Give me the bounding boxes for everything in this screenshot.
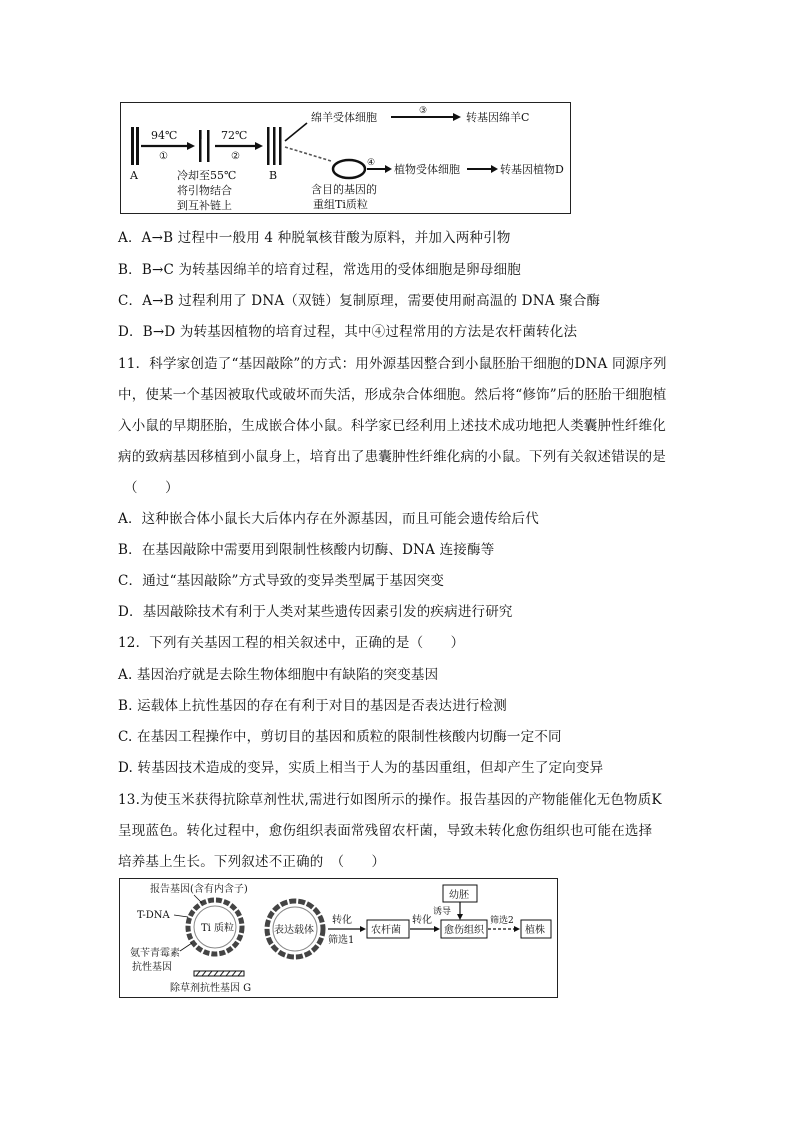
q12-option-a: A. 基因治疗就是去除生物体细胞中有缺陷的突变基因 (118, 667, 439, 683)
branch-arrow-down (285, 147, 331, 161)
step-1: ① (159, 151, 168, 162)
q11-option-c: C．通过“基因敲除”方式导致的变异类型属于基因突变 (118, 573, 445, 589)
ti-plasmid-label: Ti 质粒 (201, 923, 235, 934)
q11-option-b: B．在基因敲除中需要用到限制性核酸内切酶、DNA 连接酶等 (118, 542, 495, 558)
dna-strand-a1 (131, 127, 134, 165)
recombinant-plasmid (333, 160, 365, 178)
figure-pcr-transgenic (120, 102, 571, 214)
cool-text-2: 将引物结合 (177, 184, 232, 197)
arrow-3-head (453, 113, 461, 121)
amp-resist-label-2: 抗性基因 (132, 962, 172, 973)
dna-strand-b2 (273, 127, 276, 165)
q12-option-c: C. 在基因工程操作中，剪切目的基因和质粒的限制性核酸内切酶一定不同 (118, 729, 562, 745)
step-2: ② (231, 151, 240, 162)
plant-label: 植株 (525, 925, 545, 936)
q11-answer-paren: （ ） (124, 480, 179, 496)
q13-stem-1: 13.为使玉米获得抗除草剂性状,需进行如图所示的操作。报告基因的产物能催化无色物质K (118, 792, 662, 808)
amp-resist-label-1: 氨苄青霉素 (130, 948, 180, 959)
q11-option-d: D．基因敲除技术有利于人类对某些遗传因素引发的疾病进行研究 (118, 604, 513, 620)
sheep-result: 转基因绵羊C (466, 111, 530, 124)
transform-2-arrow-head (434, 926, 440, 932)
pcr-diagram (121, 103, 570, 213)
q11-option-a: A．这种嵌合体小鼠长大后体内存在外源基因，而且可能会遗传给后代 (118, 511, 539, 527)
step-4: ④ (367, 158, 376, 168)
screen-2-label: 筛选2 (490, 916, 514, 926)
plasmid-text-2: 重组Ti质粒 (313, 198, 368, 211)
plant-cell: 植物受体细胞 (394, 163, 460, 176)
q10-option-c: C．A→B 过程利用了 DNA（双链）复制原理，需要使用耐高温的 DNA 聚合酶 (118, 293, 601, 309)
plant-result: 转基因植物D (500, 163, 564, 176)
q11-stem-1: 11．科学家创造了“基因敲除”的方式：用外源基因整合到小鼠胚胎干细胞的DNA 同源序列 (118, 356, 667, 372)
agrobacterium-label: 农杆菌 (371, 925, 401, 936)
figure-transformation (119, 878, 558, 998)
transform-2-label: 转化 (412, 915, 432, 926)
transform-1-arrow-head (360, 926, 366, 932)
single-strand-2 (207, 130, 210, 162)
q12-stem: 12．下列有关基因工程的相关叙述中，正确的是（ ） (118, 635, 465, 651)
herbicide-gene-bar (194, 971, 244, 976)
expression-vector-label: 表达载体 (274, 925, 314, 936)
q13-stem-3: 培养基上生长。下列叙述不正确的 （ ） (118, 854, 386, 870)
young-embryo-label: 幼胚 (449, 890, 469, 901)
dna-strand-b3 (279, 127, 282, 165)
q11-stem-4: 病的致病基因移植到小鼠身上，培育出了患囊肿性纤维化病的小鼠。下列有关叙述错误的是 (118, 449, 666, 465)
q10-option-a: A．A→B 过程中一般用 4 种脱氧核苷酸为原料，并加入两种引物 (118, 230, 511, 246)
cool-text-1: 冷却至55℃ (177, 169, 237, 182)
tdna-label: T-DNA (137, 910, 170, 921)
induce-label: 诱导 (433, 907, 452, 917)
herbicide-gene-label: 除草剂抗性基因 G (170, 983, 252, 994)
q10-option-b: B．B→C 为转基因绵羊的培育过程，常选用的受体细胞是卵母细胞 (118, 262, 521, 278)
step-3: ③ (419, 106, 428, 116)
q13-stem-2: 呈现蓝色。转化过程中，愈伤组织表面常残留农杆菌，导致未转化愈伤组织也可能在选择 (118, 823, 653, 839)
induce-arrow-head (457, 914, 463, 920)
q12-option-b: B. 运载体上抗性基因的存在有利于对目的基因是否表达进行检测 (118, 698, 508, 714)
arrow-1-head (187, 142, 195, 150)
transform-1-label: 转化 (332, 915, 352, 926)
reporter-gene-label: 报告基因(含有内含子) (150, 884, 248, 895)
q10-option-d: D．B→D 为转基因植物的培育过程，其中④过程常用的方法是农杆菌转化法 (118, 324, 578, 340)
callus-label: 愈伤组织 (444, 925, 484, 936)
screen-2-arrow-head (514, 926, 520, 932)
dna-strand-b1 (267, 127, 270, 165)
label-b: B (269, 169, 278, 182)
temp-72: 72℃ (221, 129, 248, 142)
q12-option-d: D. 转基因技术造成的变异，实质上相当于人为的基因重组，但却产生了定向变异 (118, 760, 604, 776)
dna-strand-a2 (136, 127, 139, 165)
cool-text-3: 到互补链上 (177, 199, 232, 212)
arrow-5-head (491, 165, 498, 173)
arrow-4-head (385, 165, 392, 173)
transformation-diagram (120, 879, 557, 997)
q11-stem-2: 中，使某一个基因被取代或破坏而失活，形成杂合体细胞。然后将“修饰”后的胚胎干细胞植 (118, 387, 667, 403)
reporter-pointer (194, 895, 202, 903)
amp-pointer (180, 943, 192, 951)
tdna-pointer (174, 915, 188, 917)
q11-stem-3: 入小鼠的早期胚胎，生成嵌合体小鼠。科学家已经利用上述技术成功地把人类囊肿性纤维化 (118, 418, 666, 434)
branch-arrow-up (285, 123, 307, 141)
screen-1-label: 筛选1 (328, 935, 355, 946)
temp-94: 94℃ (151, 129, 178, 142)
sheep-cell: 绵羊受体细胞 (311, 111, 377, 124)
label-a: A (130, 169, 138, 182)
plasmid-text-1: 含目的基因的 (311, 183, 377, 196)
arrow-2-head (255, 142, 263, 150)
